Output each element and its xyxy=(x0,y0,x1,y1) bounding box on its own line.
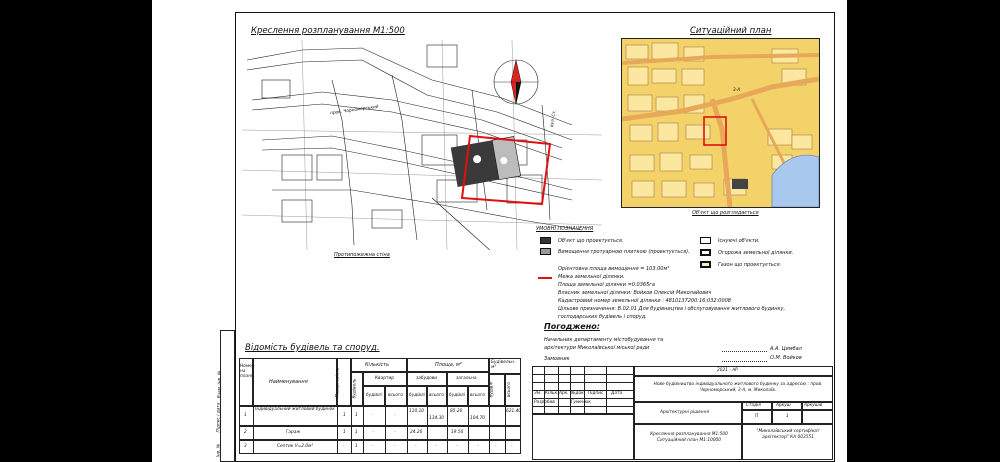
legend-item-1: Об'єкт що проектується. xyxy=(558,238,624,244)
tb-content: Креслення розпланування М1:500 Ситуаційний план М1:10000 xyxy=(650,432,728,443)
table-title: Відомість будівель та споруд. xyxy=(245,343,380,353)
row2-name: Гараж xyxy=(286,430,301,435)
row1-bld: 1 xyxy=(355,413,358,418)
tb-project: Нове будівництво індивідуального житлового будинку за адресою : пров. Чорноморський, 3-А, м. Миколаїв. xyxy=(653,382,823,393)
approval-line-2: архітектури Миколаївської міської ради xyxy=(544,345,650,351)
situation-street-label: 3-А xyxy=(733,88,741,93)
th-apt-total: всього xyxy=(388,393,403,398)
row1-tot-bld: 85.20 xyxy=(450,409,463,414)
tb-head-sign: Підпис xyxy=(588,391,604,396)
signature-line-2 xyxy=(722,361,767,362)
th-floors: Поверховість xyxy=(335,367,341,398)
th-built-bld: будівлі xyxy=(409,393,425,398)
buildings-table xyxy=(239,358,521,462)
approval-title: Погоджено: xyxy=(544,322,600,331)
row3-tot-bld: - xyxy=(456,444,458,449)
row3-num: 3 xyxy=(244,444,247,449)
tb-org: "Миколаївський сертифікат архітектор" КА 003551 xyxy=(756,429,820,440)
row2-bld: 1 xyxy=(355,430,358,435)
row3-bld: 1 xyxy=(355,444,358,449)
row2-floors: 1 xyxy=(343,430,346,435)
legend-symbol-fence xyxy=(700,249,711,256)
row3-apt-all: - xyxy=(394,444,396,449)
side-label-inv: Інв. № xyxy=(216,443,222,458)
approval-sign-2: О.М. Войков xyxy=(770,355,802,361)
th-volume: Будівельн. м³ xyxy=(491,360,516,370)
row3-vol-all: - xyxy=(511,444,513,449)
tb-stage: П xyxy=(755,414,759,419)
row3-floors: - xyxy=(343,444,345,449)
row3-apt-bld: - xyxy=(372,444,374,449)
row1-num: 1 xyxy=(244,413,247,418)
tb-head-ark: Арк. xyxy=(559,391,569,396)
row1-tot-all: 104.70 xyxy=(470,416,486,421)
tb-sheets-head: Аркушів xyxy=(804,403,823,408)
legend-item-5: Площа земельної ділянки =0.0365га xyxy=(558,282,655,288)
legend-item-lawn: Газон що проектується. xyxy=(718,262,782,268)
row2-apt-all: - xyxy=(394,430,396,435)
situation-map xyxy=(621,38,820,208)
row2-apt-bld: - xyxy=(372,430,374,435)
tb-head-qty: Кільк. xyxy=(545,391,559,396)
th-qty: Кількість xyxy=(365,362,390,368)
side-label-replace: Взам. інв. № xyxy=(217,370,223,399)
side-label-sign: Підпис і дата xyxy=(216,402,222,433)
legend-symbol-paving xyxy=(540,248,551,255)
tb-code: 2021 - АР xyxy=(717,368,738,373)
legend-item-2: Вимощення тротуарною плиткою (проектується). xyxy=(558,249,690,255)
drawing-title: Креслення розпланування М1:500 xyxy=(251,26,405,36)
th-apartments: Квартир xyxy=(375,376,394,381)
legend-title: УМОВНІ ПОЗНАЧЕННЯ xyxy=(536,226,594,232)
customer-label: Замовник xyxy=(544,356,570,362)
approval-line-1: Начальник департаменту містобудування та xyxy=(544,337,664,343)
th-overall-all: всього xyxy=(470,393,485,398)
legend-symbol-existing xyxy=(700,237,711,244)
th-built-all: всього xyxy=(429,393,444,398)
tb-head-doc: №док. xyxy=(571,391,586,396)
th-overall: загальна xyxy=(456,376,477,381)
row2-built-bld: 24.20 xyxy=(410,430,423,435)
tb-role: Розробив xyxy=(534,400,555,405)
legend-symbol-boundary xyxy=(538,277,552,279)
row3-built-all: - xyxy=(435,444,437,449)
th-area: Площа, м² xyxy=(435,362,462,368)
tb-sheet-head: Аркуш xyxy=(776,403,791,408)
th-qty-buildings: будівель xyxy=(352,378,358,399)
row1-vol-all: 621.40 xyxy=(506,409,522,414)
th-apt-building: будівлі xyxy=(366,393,382,398)
th-built: забудови xyxy=(416,376,438,381)
owner-text: Власник земельної ділянки: Войков Олексій Миколайович xyxy=(558,290,712,296)
situation-caption: Об'єкт що розглядається xyxy=(692,210,759,216)
tb-section: Архітектурні рішення xyxy=(660,410,709,415)
row1-apt-all: - xyxy=(394,413,396,418)
row3-vol-bld: - xyxy=(495,444,497,449)
site-plan-drawing xyxy=(242,40,602,250)
purpose-text-1: Цільове призначення: В.02.01 Для будівництва і обслуговування житлового будинку, xyxy=(558,306,786,312)
row3-built-bld: - xyxy=(415,444,417,449)
drawing-sheet xyxy=(152,0,847,462)
th-num: Номер на плані xyxy=(240,364,255,379)
fence-label: Протипожежна стіна xyxy=(334,252,390,258)
row2-tot-bld: 19.50 xyxy=(451,430,464,435)
legend-item-3: Орієнтовна площа вимощення = 103.00м² xyxy=(558,266,670,272)
row1-apt-bld: - xyxy=(372,413,374,418)
street-label-2: вул. Ст. xyxy=(549,109,558,128)
title-block xyxy=(532,366,833,460)
tb-head-zm: Зм. xyxy=(534,391,542,396)
purpose-text-2: господарських будівель і споруд. xyxy=(558,314,647,320)
row1-floors: 1 xyxy=(343,413,346,418)
approval-sign-1: А.А. Цимбал xyxy=(770,346,802,352)
row2-num: 2 xyxy=(244,430,247,435)
tb-person: Гуменюк xyxy=(571,400,591,405)
th-volume-all: всього xyxy=(506,382,512,397)
row1-name: Індивідуальний житловий будинок xyxy=(255,407,335,412)
tb-sheet: 1 xyxy=(786,414,789,419)
row3-name: Септик V=2.0м³ xyxy=(277,444,314,449)
row3-tot-all: - xyxy=(477,444,479,449)
street-label-1: пров. Чорноморський xyxy=(329,104,379,117)
row1-built-all: 134.30 xyxy=(429,416,445,421)
row1-built-bld: 110.10 xyxy=(409,409,425,414)
cadastral-text: Кадастровий номер земельної ділянки : 4810137200:16:032:0008 xyxy=(558,298,731,304)
legend-symbol-lawn xyxy=(700,261,711,268)
tb-head-date: Дата xyxy=(611,391,623,396)
legend-symbol-building xyxy=(540,237,551,244)
situation-title: Ситуаційний план xyxy=(690,26,772,36)
legend-item-existing: Існуючі об'єкти. xyxy=(718,238,760,244)
signature-line-1 xyxy=(722,351,767,352)
legend-item-4: Межа земельної ділянки. xyxy=(558,274,625,280)
th-overall-bld: будівлі xyxy=(449,393,465,398)
th-volume-bld: будівлі xyxy=(489,381,495,398)
legend-item-fence: Огорожа земельної ділянки. xyxy=(718,250,794,256)
th-name: Найменування xyxy=(269,379,308,385)
tb-stage-head: Стадія xyxy=(746,403,761,408)
